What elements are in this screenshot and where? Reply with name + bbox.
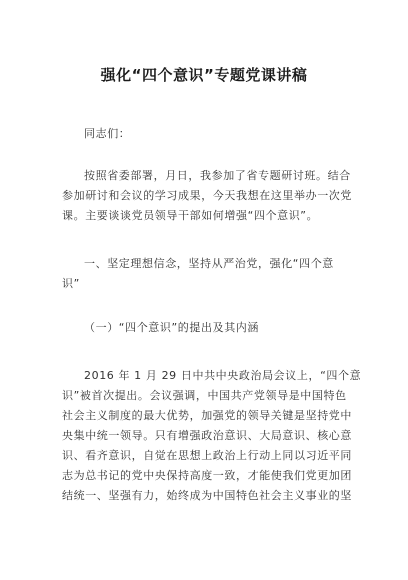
subsection-heading-1: [62, 318, 348, 338]
subheading-text: （一）“四个意识”的提出及其内涵: [84, 321, 259, 334]
paragraph-line: 志为总书记的党中央保持高度一致，才能使我们党更加团: [62, 469, 352, 482]
paragraph-line: 社会主义制度的最大优势，加强党的领导关键是坚持党中: [62, 409, 352, 422]
paragraph-line: 按照省委部署，月日，我参加了省专题研讨班。结合: [84, 169, 351, 182]
paragraph-line: 课。主要谈谈党员领导干部如何增强“四个意识”。: [62, 209, 319, 222]
greeting: [62, 124, 348, 144]
paragraph-line: 央集中统一领导。只有增强政治意识、大局意识、核心意: [62, 429, 352, 442]
section-heading-1: [62, 254, 348, 294]
paragraph-line: 参加研讨和会议的学习成果，今天我想在这里举办一次党: [62, 189, 352, 202]
paragraph-line: 2016 年 1 月 29 日中共中央政治局会议上，“四个意: [84, 369, 362, 382]
heading-line: 一、坚定理想信念，坚持从严治党，强化“四个意: [84, 257, 334, 270]
paragraph-line: 识、看齐意识，自觉在思想上政治上行动上同以习近平同: [62, 449, 352, 462]
document-title: 强化“四个意识”专题党课讲稿: [100, 66, 308, 84]
greeting-text: 同志们：: [84, 127, 131, 140]
heading-line: 识”: [62, 277, 80, 290]
body-paragraph: [62, 366, 362, 506]
paragraph-line: 结统一、坚强有力，始终成为中国特色社会主义事业的坚: [62, 489, 352, 502]
intro-paragraph: [62, 166, 352, 226]
paragraph-line: 识”被首次提出。会议强调，中国共产党领导是中国特色: [62, 389, 347, 402]
